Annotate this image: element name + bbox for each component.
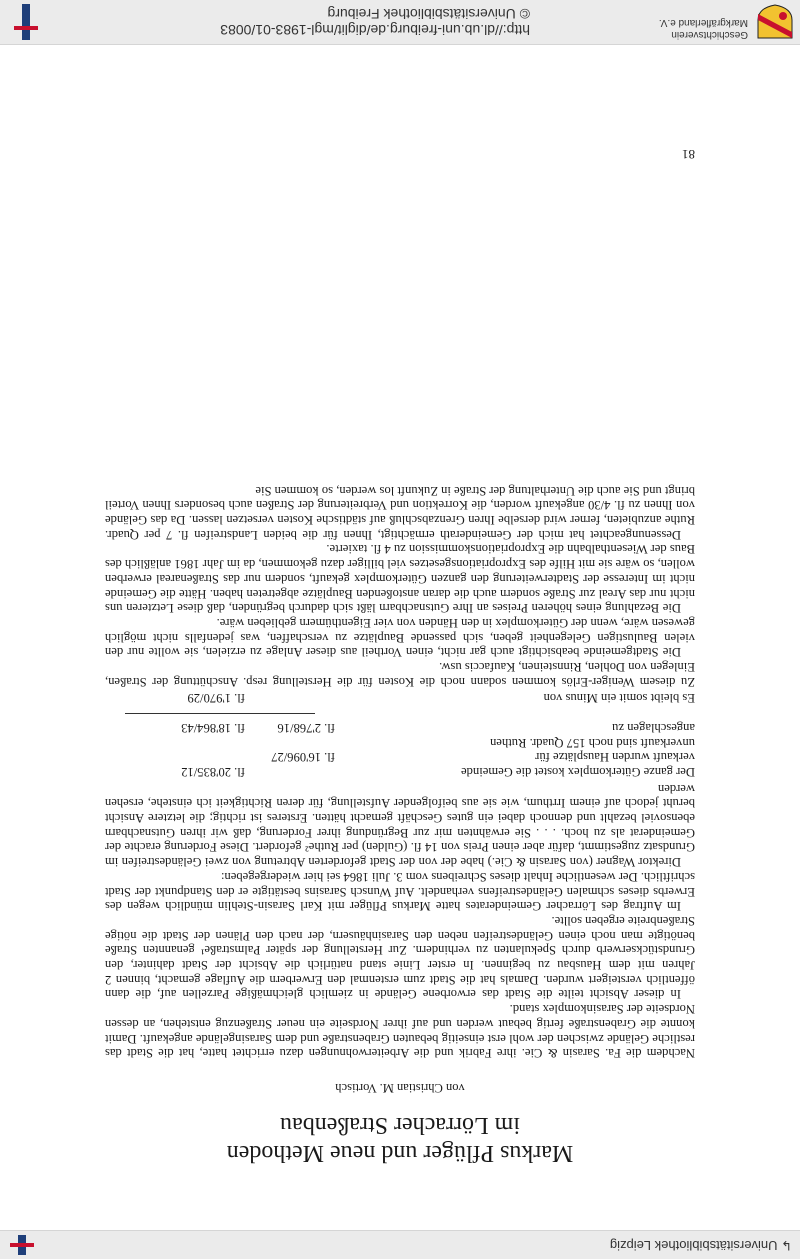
row-value: fl. 18'864/43: [181, 720, 245, 735]
row-value: fl. 16'096/27: [271, 750, 335, 765]
top-left-label: ↳ Universitätsbibliothek Leipzig: [609, 1238, 792, 1253]
paragraph-6: Die Stadtgemeinde beabsichtigt auch gar nicht, einen Vortheil aus dieser Anlage zu erzielen, sie wollte nur den vielen Baulustigen Gelegenheit geben, sich passende Bauplätze zu verschaffen, was jedenfalls nicht möglich gewesen wäre, wenn der Güterkomplex in den Händen von vier Eigenthümern geblieben wäre.: [105, 616, 695, 660]
table-row: [105, 720, 695, 735]
row-label: Es bleibt somit ein Minus von: [543, 691, 695, 706]
table-row: [105, 750, 695, 765]
row-value: fl. 2'768/16: [277, 720, 335, 735]
paragraph-2: In dieser Absicht teilte die Stadt das erworbene Gelände in ziemlich gleichmäßige Parzellen auf, die dann öffentlich versteigert wurden. Damals hat die Stadt zum erstenmal den Erwerbern die Auflage gemacht, binnen 2 Jahren mit dem Hausbau zu beginnen. In erster Linie stand natürlich die Absicht der Stadt dahinter, den Grundstückserwerb durch Spekulanten zu verhindern. Zur Herstellung der später Palmstraße¹ genannten Straße benötigte man noch einen Geländestreifen neben den Sarasinhäusern, der nach den Plänen der Stadt die nötige Straßenbreite ergeben sollte.: [105, 913, 695, 1002]
paragraph-4: Direktor Wagner (von Sarasin & Cie.) habe der von der Stadt geforderten Abtretung von zwei Geländestreifen im Grundsatz zugestimmt, dafür aber einen Preis von 14 fl. (Gulden) per Ruthe² gefordert. Diese Forderung erachte der Gemeinderat als zu hoch. . . . Sie erwähnten mir zur Begründung ihrer Forderung, daß wir ihren Gutsnachbarn ebensoviel bezahlt und dennoch dabei ein gutes Geschäft gemacht hätten. Ersteres ist richtig; die letztere Ansicht beruht jedoch auf einem Irrthum, wie sie aus beifolgender Aufstellung, für deren Richtigkeit ich einstehe, ersehen werden: [105, 781, 695, 870]
page-number: 81: [682, 147, 695, 162]
paragraph-5: Zu diesem Weniger-Erlös kommen sodann noch die Kosten für die Herstellung resp. Anschüttung der Straßen, Einlegen von Dohlen, Rinnsteinen, Kaufaccis usw.: [105, 660, 695, 689]
table-row: [105, 691, 695, 706]
row-value: fl. 20'835/12: [181, 764, 245, 779]
article-author: von Christian M. Vortisch: [335, 1081, 465, 1095]
logo-text-line-2: Markgräflerland e.V.: [658, 17, 748, 28]
row-label: Der ganze Güterkomplex kostet die Gemeinde: [461, 764, 695, 779]
row-label: angeschlagen zu: [612, 720, 695, 735]
paragraph-7: Die Bezahlung eines höheren Preises an Ihre Gutsnachbarn läßt sich dadurch begründen, daß diese Letzteren uns nicht nur das Areal zur Straße sondern auch die daran anstoßenden Bauplätze abgetreten haben. Hätte die Gemeinde nicht im Interesse der Stadterweiterung den ganzen Güterkomplex gekauft, sondern nur das Straßenareal erwerben wollen, so wäre sie mit Hilfe des Expropriationsgesetzes viel billiger dazu gekommen, da im Jahr 1861 anläßlich des Baus der Wiesenthalbahn die Expropriationskommission zu 4 fl. taxierte.: [105, 542, 695, 616]
table-row: [105, 764, 695, 779]
paragraph-3: Im Auftrag des Lörracher Gemeinderates hatte Markus Pflüger mit Karl Sarasin-Stehlin mündlich wegen des Erwerbs dieses schmalen Geländestreifens verhandelt. Auf Wunsch Sarasins bestätigte er den Standpunkt der Stadt schriftlich. Der wesentliche Inhalt dieses Schreibens vom 3. Juli 1864 sei hier wiedergegeben:: [105, 869, 695, 914]
paragraph-1: Nachdem die Fa. Sarasin & Cie. ihre Fabrik und die Arbeiterwohnungen dazu errichtet hatte, hat die Stadt das restliche Gelände zwischen der wohl erst einseitig bebauten Grabenstraße und dem Sarasingelände angekauft. Damit konnte die Grabenstraße fertig bebaut werden und auf ihrer Nordseite ein neuer Straßenzug entstehen, an dessen Nordseite der Sarasinkomplex stand.: [105, 1002, 695, 1061]
article: [105, 483, 695, 1167]
row-label: unverkauft sind noch 157 Quadr. Ruthen: [490, 735, 695, 750]
top-toolbar: [0, 1230, 800, 1259]
bottom-toolbar: [0, 0, 800, 45]
url-area[interactable]: [220, 6, 530, 38]
logo-text-line-1: Geschichtsverein: [671, 29, 748, 40]
bookmark-icon[interactable]: [8, 1235, 36, 1255]
credit-text: © Universitätsbibliothek Freiburg: [327, 6, 530, 22]
table-row: [105, 735, 695, 750]
fkey-logo-icon[interactable]: [12, 4, 40, 40]
logo-text: [659, 16, 748, 40]
page-url[interactable]: http://dl.ub.uni-freiburg.de/diglit/mgl-1983-01/0083: [220, 22, 530, 38]
paragraph-8: Dessenungeachtet hat mich der Gemeinderath ermächtigt, Ihnen für die beiden Landstreifen fl. 7 per Quadr. Ruthe anzubieten, ferner wird derselbe Ihren Grenzabschluß auf städtische Kosten versetzen lassen. Da das Gelände von Ihnen zu fl. 4/30 angekauft worden, die Korrektion und Verbreiterung der Straßen auch besonders Ihnen Vorteil bringt und Sie auch die Unterhaltung der Straße in Zukunft los werden, so kommen Sie: [105, 483, 695, 542]
row-value: fl. 1'970/29: [187, 691, 245, 706]
society-logo-icon[interactable]: [756, 4, 794, 40]
title-line-1: Markus Pflüger und neue Methoden: [226, 1140, 574, 1166]
table-divider: [105, 706, 695, 721]
title-line-2: im Lörracher Straßenbau: [280, 1112, 520, 1138]
cost-table: [105, 691, 695, 779]
article-title: [105, 1111, 695, 1167]
row-label: verkauft wurden Hausplätze für: [535, 750, 695, 765]
